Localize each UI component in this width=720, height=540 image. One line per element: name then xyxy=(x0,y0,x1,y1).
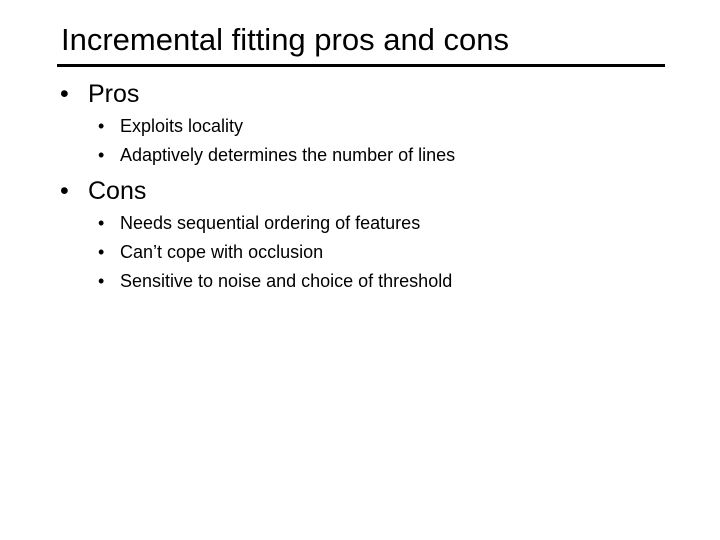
list-item-text: Sensitive to noise and choice of threshold xyxy=(120,271,453,291)
section-heading-label: Cons xyxy=(88,177,147,205)
list-item-text: Can’t cope with occlusion xyxy=(120,242,324,262)
list-item xyxy=(98,241,323,263)
bullet-dot: • xyxy=(98,145,105,165)
bullet-dot: • xyxy=(60,80,69,108)
bullet-dot: • xyxy=(60,177,69,205)
section-heading-pros xyxy=(60,79,139,109)
title-underline xyxy=(57,64,665,67)
list-item-text: Exploits locality xyxy=(120,116,244,136)
bullet-dot: • xyxy=(98,242,105,262)
bullet-dot: • xyxy=(98,116,105,136)
list-item xyxy=(98,270,452,292)
list-item xyxy=(98,212,420,234)
bullet-dot: • xyxy=(98,213,105,233)
slide-title: Incremental fitting pros and cons xyxy=(61,22,510,57)
section-heading-label: Pros xyxy=(88,80,140,108)
list-item xyxy=(98,144,455,166)
list-item xyxy=(98,115,243,137)
list-item-text: Adaptively determines the number of lines xyxy=(120,145,456,165)
list-item-text: Needs sequential ordering of features xyxy=(120,213,421,233)
section-heading-cons xyxy=(60,176,146,206)
bullet-dot: • xyxy=(98,271,105,291)
